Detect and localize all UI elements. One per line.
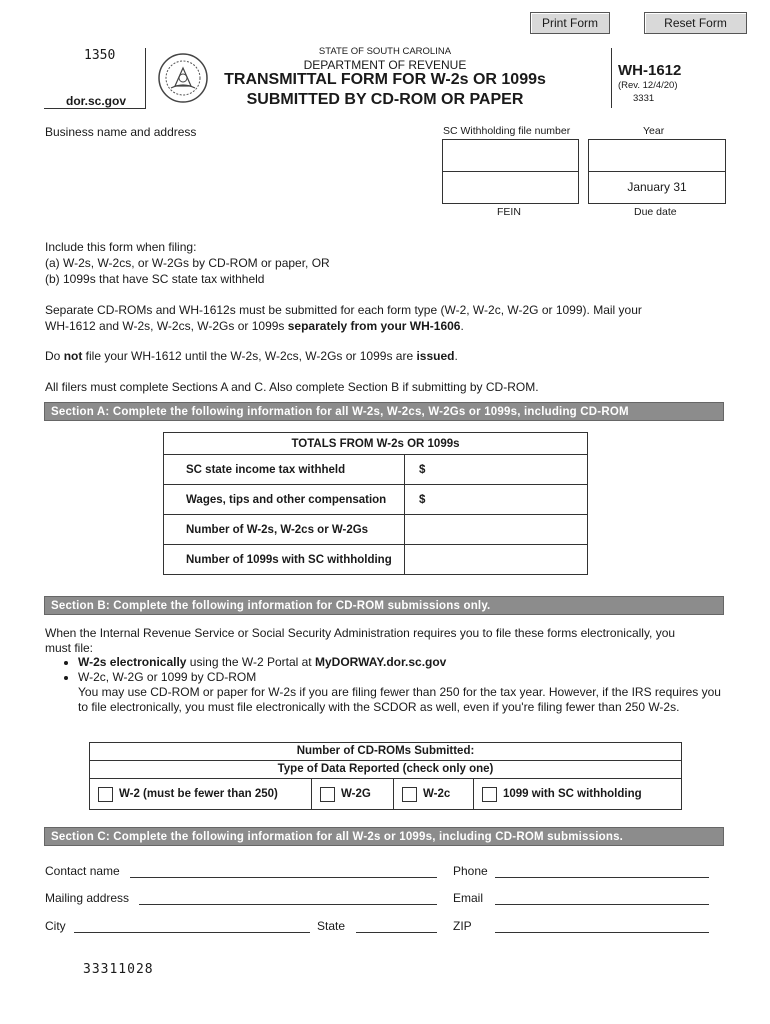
form-serial: 3331 (633, 93, 655, 104)
form-number: WH-1612 (618, 62, 682, 79)
separate-cd-paragraph-2: WH-1612 and W-2s, W-2cs, W-2Gs or 1099s separately from your WH-1606. (45, 319, 464, 333)
cdrom-submission-table (89, 742, 682, 810)
mailing-address-input[interactable] (139, 904, 437, 905)
table-row: Wages, tips and other compensation $ (164, 485, 588, 515)
separate-cd-paragraph-1: Separate CD-ROMs and WH-1612s must be submitted for each form type (W-2, W-2c, W-2G or 1099). Mail your (45, 303, 642, 317)
fein-input[interactable] (442, 171, 579, 204)
totals-table (163, 432, 588, 575)
year-label: Year (643, 125, 665, 137)
form-revision: (Rev. 12/4/20) (618, 80, 678, 91)
withholding-number-label: SC Withholding file number (443, 125, 571, 137)
state-name: STATE OF SOUTH CAROLINA (318, 46, 452, 57)
section-b-intro-1: When the Internal Revenue Service or Social Security Administration requires you to file these forms electronically, you (45, 626, 676, 640)
option-w2g[interactable]: W-2G (312, 779, 394, 809)
option-w2c[interactable]: W-2c (394, 779, 474, 809)
form-code: 1350 (84, 48, 116, 63)
email-input[interactable] (495, 904, 709, 905)
mailing-address-label: Mailing address (45, 891, 130, 905)
form-title-line-2: SUBMITTED BY CD-ROM OR PAPER (246, 91, 524, 108)
phone-label: Phone (453, 864, 488, 878)
zip-label: ZIP (453, 919, 472, 933)
state-label: State (317, 919, 346, 933)
city-input[interactable] (74, 932, 310, 933)
due-date-box: January 31 (588, 171, 726, 204)
number-w2s-input[interactable] (405, 515, 588, 545)
number-1099s-input[interactable] (405, 545, 588, 575)
withholding-number-input[interactable] (442, 139, 579, 172)
wages-input[interactable]: $ (405, 485, 588, 515)
website: dor.sc.gov (66, 94, 127, 108)
sc-tax-withheld-input[interactable]: $ (405, 455, 588, 485)
due-date-label: Due date (634, 206, 677, 218)
table-row: Number of 1099s with SC withholding (164, 545, 588, 575)
cdrom-note: You may use CD-ROM or paper for W-2s if you are filing fewer than 250 for the tax year. However, if the IRS requires you to file electronically, you must file electronically with the SCDOR as well, even if you're filing fewer than 250 W-2s. (78, 685, 721, 714)
table-row: Number of W-2s, W-2cs or W-2Gs (164, 515, 588, 545)
section-b-header: Section B: Complete the following information for CD-ROM submissions only. (44, 596, 724, 615)
header-bottom-rule (44, 108, 146, 109)
header-divider-left (145, 48, 146, 108)
contact-name-label: Contact name (45, 864, 120, 878)
cdrom-count-label[interactable]: Number of CD-ROMs Submitted: (90, 743, 681, 761)
section-c-header: Section C: Complete the following information for all W-2s or 1099s, including CD-ROM submissions. (44, 827, 724, 846)
table-row: SC state income tax withheld $ (164, 455, 588, 485)
option-1099[interactable]: 1099 with SC withholding (474, 779, 679, 809)
phone-input[interactable] (495, 877, 709, 878)
print-form-button[interactable]: Print Form (530, 12, 610, 34)
email-label: Email (453, 891, 484, 905)
intro-line-1: Include this form when filing: (45, 240, 197, 254)
reset-form-button[interactable]: Reset Form (644, 12, 747, 34)
list-item: • W-2c, W-2G or 1099 by CD-ROM You may use CD-ROM or paper for W-2s if you are filing fewer than 250 for the tax year. However, if the IRS requires you to file electronically, you must file electronically with the SCDOR as well, even if you're filing fewer than 250 W-2s. (78, 670, 728, 715)
data-type-label: Type of Data Reported (check only one) (90, 761, 681, 779)
contact-name-input[interactable] (130, 877, 437, 878)
filing-requirements-list (62, 655, 728, 715)
w2c-checkbox[interactable] (402, 787, 417, 802)
state-input[interactable] (356, 932, 437, 933)
intro-line-2: (a) W-2s, W-2cs, or W-2Gs by CD-ROM or paper, OR (45, 256, 330, 270)
year-input[interactable] (588, 139, 726, 172)
business-name-label: Business name and address (45, 125, 197, 139)
department-name: DEPARTMENT OF REVENUE (303, 58, 467, 72)
section-a-header: Section A: Complete the following information for all W-2s, W-2cs, W-2Gs or 1099s, including CD-ROM (44, 402, 724, 421)
section-b-intro-2: must file: (45, 641, 94, 655)
1099-checkbox[interactable] (482, 787, 497, 802)
option-w2[interactable]: W-2 (must be fewer than 250) (90, 779, 312, 809)
city-label: City (45, 919, 66, 933)
w2g-checkbox[interactable] (320, 787, 335, 802)
form-title-line-1: TRANSMITTAL FORM FOR W-2s OR 1099s (224, 71, 546, 88)
totals-table-title: TOTALS FROM W-2s OR 1099s (164, 433, 588, 455)
w2-checkbox[interactable] (98, 787, 113, 802)
intro-line-3: (b) 1099s that have SC state tax withheld (45, 272, 265, 286)
barcode-number: 33311028 (83, 962, 154, 977)
zip-input[interactable] (495, 932, 709, 933)
issued-paragraph: Do not file your WH-1612 until the W-2s, W-2cs, W-2Gs or 1099s are issued. (45, 349, 458, 363)
list-item: • W-2s electronically using the W-2 Portal at MyDORWAY.dor.sc.gov (78, 655, 728, 670)
all-filers-paragraph: All filers must complete Sections A and C. Also complete Section B if submitting by CD-ROM. (45, 380, 539, 394)
fein-label: FEIN (497, 206, 521, 218)
